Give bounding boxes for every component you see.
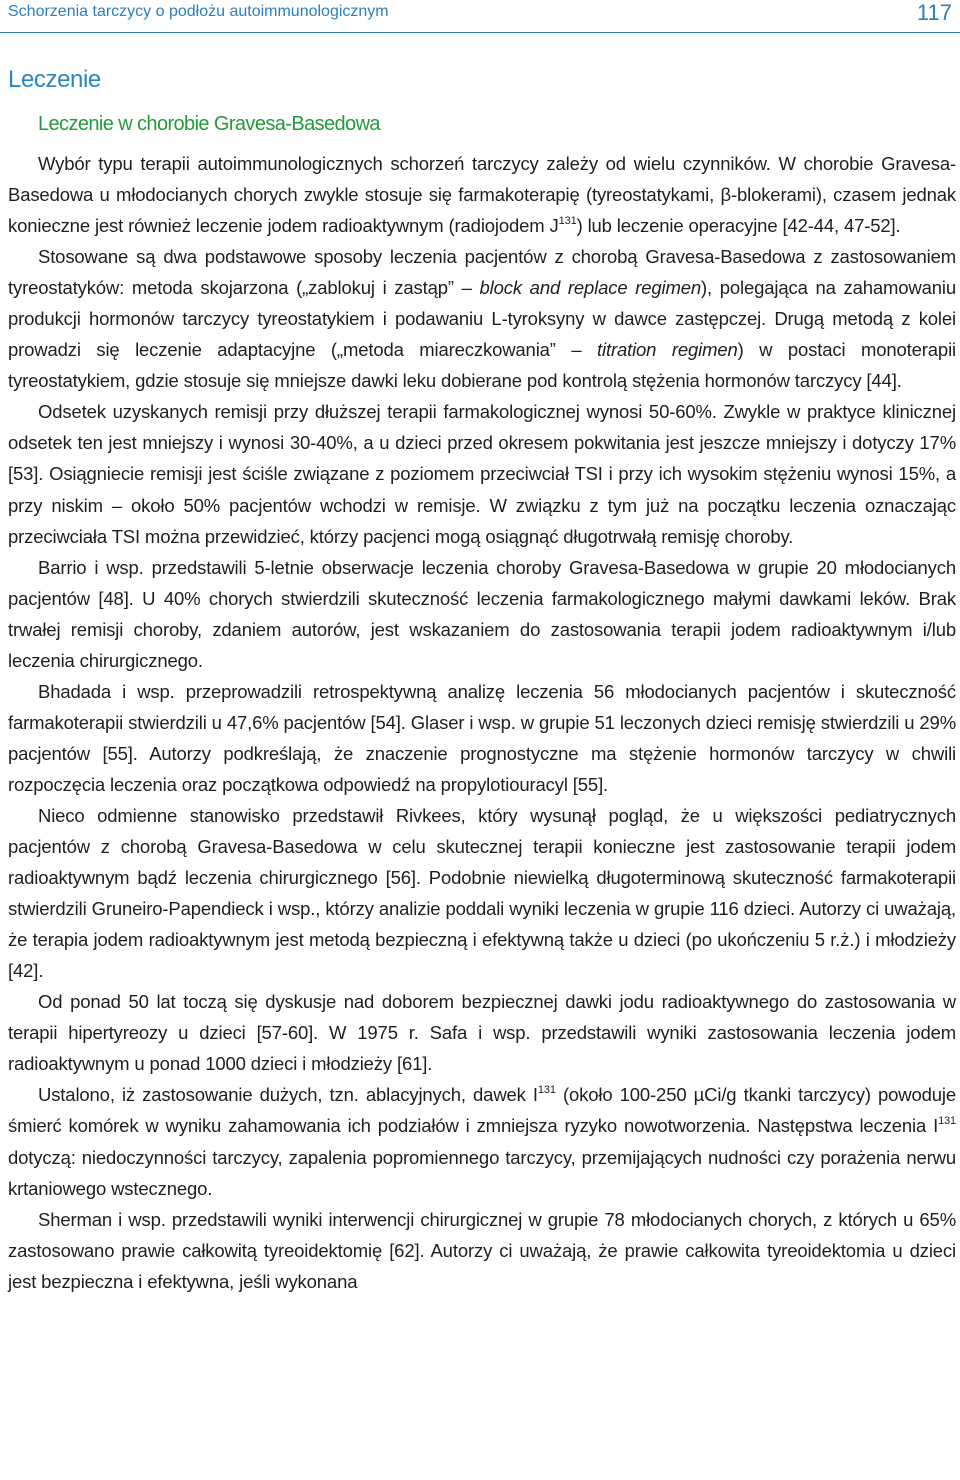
page-number: 117	[916, 0, 952, 25]
paragraph-2-text: Stosowane są dwa podstawowe sposoby leczenia pacjentów z chorobą Gravesa-Basedowa z zastosowaniem tyreostatyków: metoda skojarzona („zablokuj i zastąp” –	[8, 246, 956, 299]
isotope-superscript: 131	[537, 1084, 556, 1097]
paragraph-2-text-end: ) w postaci monoterapii tyreostatykiem, gdzie stosuje się mniejsze dawki leku dobierane pod kontrolą stężenia hormonów tarczycy [44].	[8, 339, 956, 392]
paragraph-5: Bhadada i wsp. przeprowadzili retrospektywną analizę leczenia 56 młodocianych pacjentów i skuteczność farmakoterapii stwierdzili u 47,6% pacjentów [54]. Glaser i wsp. w grupie 51 leczonych dzieci remisję stwierdzili u 29% pacjentów [55]. Autorzy podkreślają, że znaczenie prognostyczne ma stężenie hormonów tarczycy w chwili rozpoczęcia leczenia oraz początkowa odpowiedź na propylotiouracyl [55].	[8, 680, 956, 795]
paragraph-3: Odsetek uzyskanych remisji przy dłuższej terapii farmakologicznej wynosi 50-60%. Zwykle w praktyce klinicznej odsetek ten jest mniejszy i wynosi 30-40%, a u dzieci przed okresem pokwitania jest jeszcze mniejszy i dotyczy 17% [53]. Osiągniecie remisji jest ściśle związane z poziomem przeciwciał TSI i przy ich wysokim stężeniu wynosi 15%, a przy niskim – około 50% pacjentów wchodzi w remisje. W związku z tym już na początku leczenia oznaczając przeciwciała TSI można przewidzieć, którzy pacjenci mogą osiągnąć długotrwałą remisję choroby.	[8, 401, 956, 547]
isotope-superscript: 131	[558, 215, 577, 228]
term-titration-regimen: titration regimen	[597, 339, 738, 361]
article-body	[8, 148, 956, 1297]
paragraph-8	[8, 1079, 956, 1203]
running-head	[0, 0, 960, 33]
paragraph-4: Barrio i wsp. przedstawili 5-letnie obserwacje leczenia choroby Gravesa-Basedowa w grupie 20 młodocianych pacjentów [48]. U 40% chorych stwierdzili skuteczność leczenia farmakologicznego małymi dawkami leków. Brak trwałej remisji choroby, zdaniem autorów, jest wskazaniem do zastosowania terapii jodem radioaktywnym i/lub leczenia chirurgicznego.	[8, 556, 956, 671]
subsection-heading: Leczenie w chorobie Gravesa-Basedowa	[38, 113, 380, 135]
term-block-and-replace: block and replace regimen	[479, 277, 701, 299]
paragraph-8-text: Ustalono, iż zastosowanie dużych, tzn. ablacyjnych, dawek I	[38, 1084, 538, 1106]
paragraph-9: Sherman i wsp. przedstawili wyniki interwencji chirurgicznej w grupie 78 młodocianych chorych, z których u 65% zastosowano prawie całkowitą tyreoidektomię [62]. Autorzy ci uważają, że prawie całkowita tyreoidektomia u dzieci jest bezpieczna i efektywna, jeśli wykonana	[8, 1208, 956, 1292]
section-heading: Leczenie	[8, 66, 101, 93]
paragraph-6: Nieco odmienne stanowisko przedstawił Rivkees, który wysunął pogląd, że u większości pediatrycznych pacjentów z chorobą Gravesa-Basedowa w celu skutecznej terapii konieczne jest zastosowanie terapii jodem radioaktywnym bądź leczenia chirurgicznego [56]. Podobnie niewielką długoterminową skuteczność farmakoterapii stwierdzili Gruneiro-Papendieck i wsp., którzy analizie poddali wyniki leczenia w grupie 116 dzieci. Autorzy ci uważają, że terapia jodem radioaktywnym jest metodą bezpieczną i efektywną także u dzieci (po ukończeniu 5 r.ż.) i młodzieży [42].	[8, 804, 956, 982]
paragraph-8-text-end: dotyczą: niedoczynności tarczycy, zapalenia popromiennego tarczycy, przemijających nudności czy porażenia nerwu krtaniowego wstecznego.	[8, 1146, 956, 1199]
running-title: Schorzenia tarczycy o podłożu autoimmunologicznym	[8, 3, 389, 20]
paragraph-1-text-end: ) lub leczenie operacyjne [42-44, 47-52].	[576, 215, 901, 237]
paragraph-2-text-mid: ), polegająca na zahamowaniu produkcji hormonów tarczycy tyreostatykiem i podawaniu L-tyroksyny w dawce zastępczej. Drugą metodą z kolei prowadzi się leczenie adaptacyjne („metoda miareczkowania” –	[8, 277, 956, 361]
paragraph-7: Od ponad 50 lat toczą się dyskusje nad doborem bezpiecznej dawki jodu radioaktywnego do zastosowania w terapii hipertyreozy u dzieci [57-60]. W 1975 r. Safa i wsp. przedstawili wyniki zastosowania leczenia jodem radioaktywnym u ponad 1000 dzieci i młodzieży [61].	[8, 991, 956, 1075]
paragraph-2	[8, 241, 956, 396]
paragraph-8-text-mid: (około 100-250 µCi/g tkanki tarczycy) powoduje śmierć komórek w wyniku zahamowania ich podziałów i zmniejsza ryzyko nowotworzenia. Następstwa leczenia I	[8, 1084, 956, 1137]
paragraph-1	[8, 148, 956, 241]
isotope-superscript: 131	[938, 1115, 956, 1128]
paragraph-1-text: Wybór typu terapii autoimmunologicznych schorzeń tarczycy zależy od wielu czynników. W chorobie Gravesa-Basedowa u młodocianych chorych zwykle stosuje się farmakoterapię (tyreostatykami, β-blokerami), czasem jednak konieczne jest również leczenie jodem radioaktywnym (radiojodem J	[8, 153, 956, 237]
